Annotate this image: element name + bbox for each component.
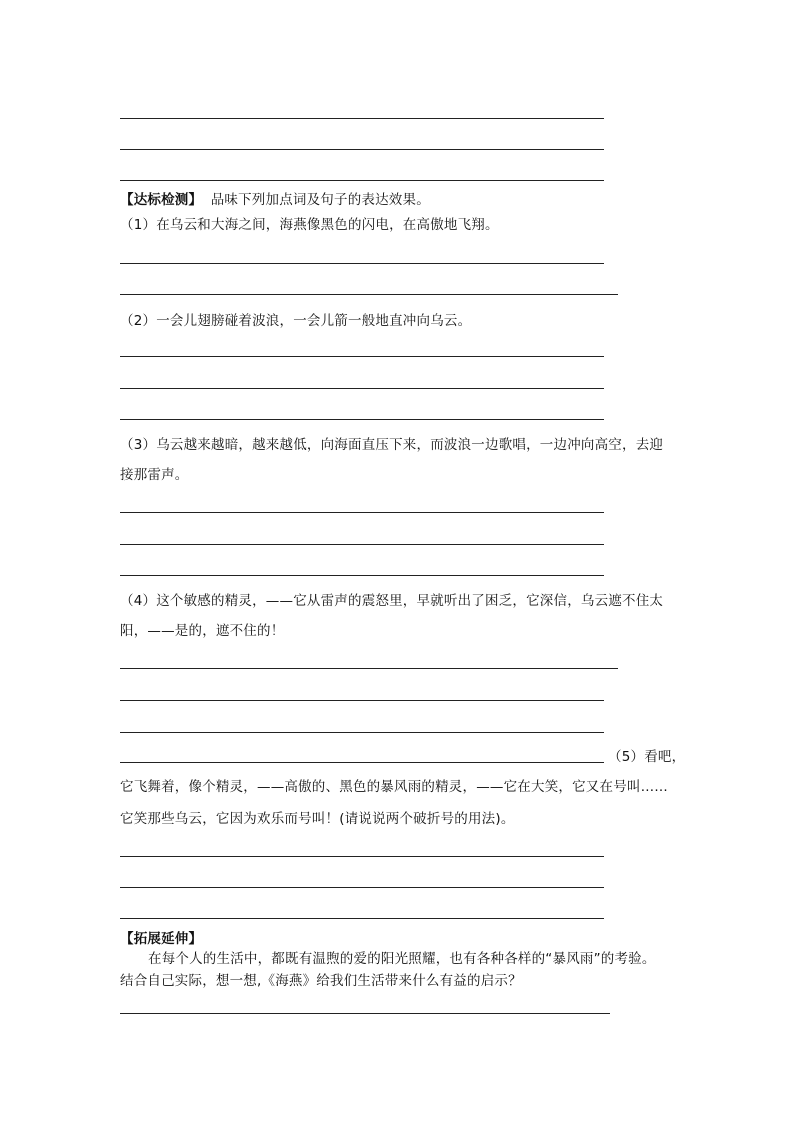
question-4-line-2: 阳，——是的，遮不住的！	[120, 623, 285, 639]
answer-line[interactable]	[120, 149, 604, 150]
answer-line[interactable]	[120, 732, 604, 733]
section-dabiao-heading: 【达标检测】	[120, 192, 203, 208]
question-1: （1）在乌云和大海之间，海燕像黑色的闪电，在高傲地飞翔。	[120, 217, 499, 233]
question-4-line-1: （4）这个敏感的精灵，——它从雷声的震怒里，早就听出了困乏，它深信，乌云遮不住太	[120, 593, 664, 609]
section-dabiao	[120, 191, 430, 209]
answer-line[interactable]	[120, 1013, 610, 1014]
answer-line[interactable]	[120, 388, 604, 389]
question-2: （2）一会儿翅膀碰着波浪，一会儿箭一般地直冲向乌云。	[120, 313, 472, 329]
question-5-line-2: 它飞舞着，像个精灵，——高傲的、黑色的暴风雨的精灵，——它在大笑，它又在号叫……	[120, 779, 668, 795]
answer-line[interactable]	[120, 762, 604, 763]
answer-line[interactable]	[120, 180, 604, 181]
answer-line[interactable]	[120, 512, 604, 513]
answer-line[interactable]	[120, 668, 618, 669]
answer-line[interactable]	[120, 263, 604, 264]
question-5-line-1: （5）看吧，	[608, 749, 686, 765]
question-3-line-1: （3）乌云越来越暗，越来越低，向海面直压下来，而波浪一边歌唱，一边冲向高空，去迎	[120, 437, 664, 453]
question-5-line-3: 它笑那些乌云，它因为欢乐而号叫！(请说说两个破折号的用法)。	[120, 811, 515, 827]
answer-line[interactable]	[120, 356, 604, 357]
answer-line[interactable]	[120, 294, 618, 295]
answer-line[interactable]	[120, 575, 604, 576]
answer-line[interactable]	[120, 118, 604, 119]
answer-line[interactable]	[120, 544, 604, 545]
section-dabiao-instruction: 品味下列加点词及句子的表达效果。	[210, 192, 430, 208]
question-3-line-2: 接那雷声。	[120, 467, 189, 483]
section-tuozhan-line-1: 在每个人的生活中，都既有温煦的爱的阳光照耀，也有各种各样的“暴风雨”的考验。	[148, 951, 656, 967]
answer-line[interactable]	[120, 419, 604, 420]
section-tuozhan-line-2: 结合自己实际，想一想,《海燕》给我们生活带来什么有益的启示？	[120, 973, 522, 989]
answer-line[interactable]	[120, 700, 604, 701]
section-tuozhan-heading: 【拓展延伸】	[120, 931, 203, 947]
answer-line[interactable]	[120, 856, 604, 857]
answer-line[interactable]	[120, 918, 604, 919]
answer-line[interactable]	[120, 887, 604, 888]
